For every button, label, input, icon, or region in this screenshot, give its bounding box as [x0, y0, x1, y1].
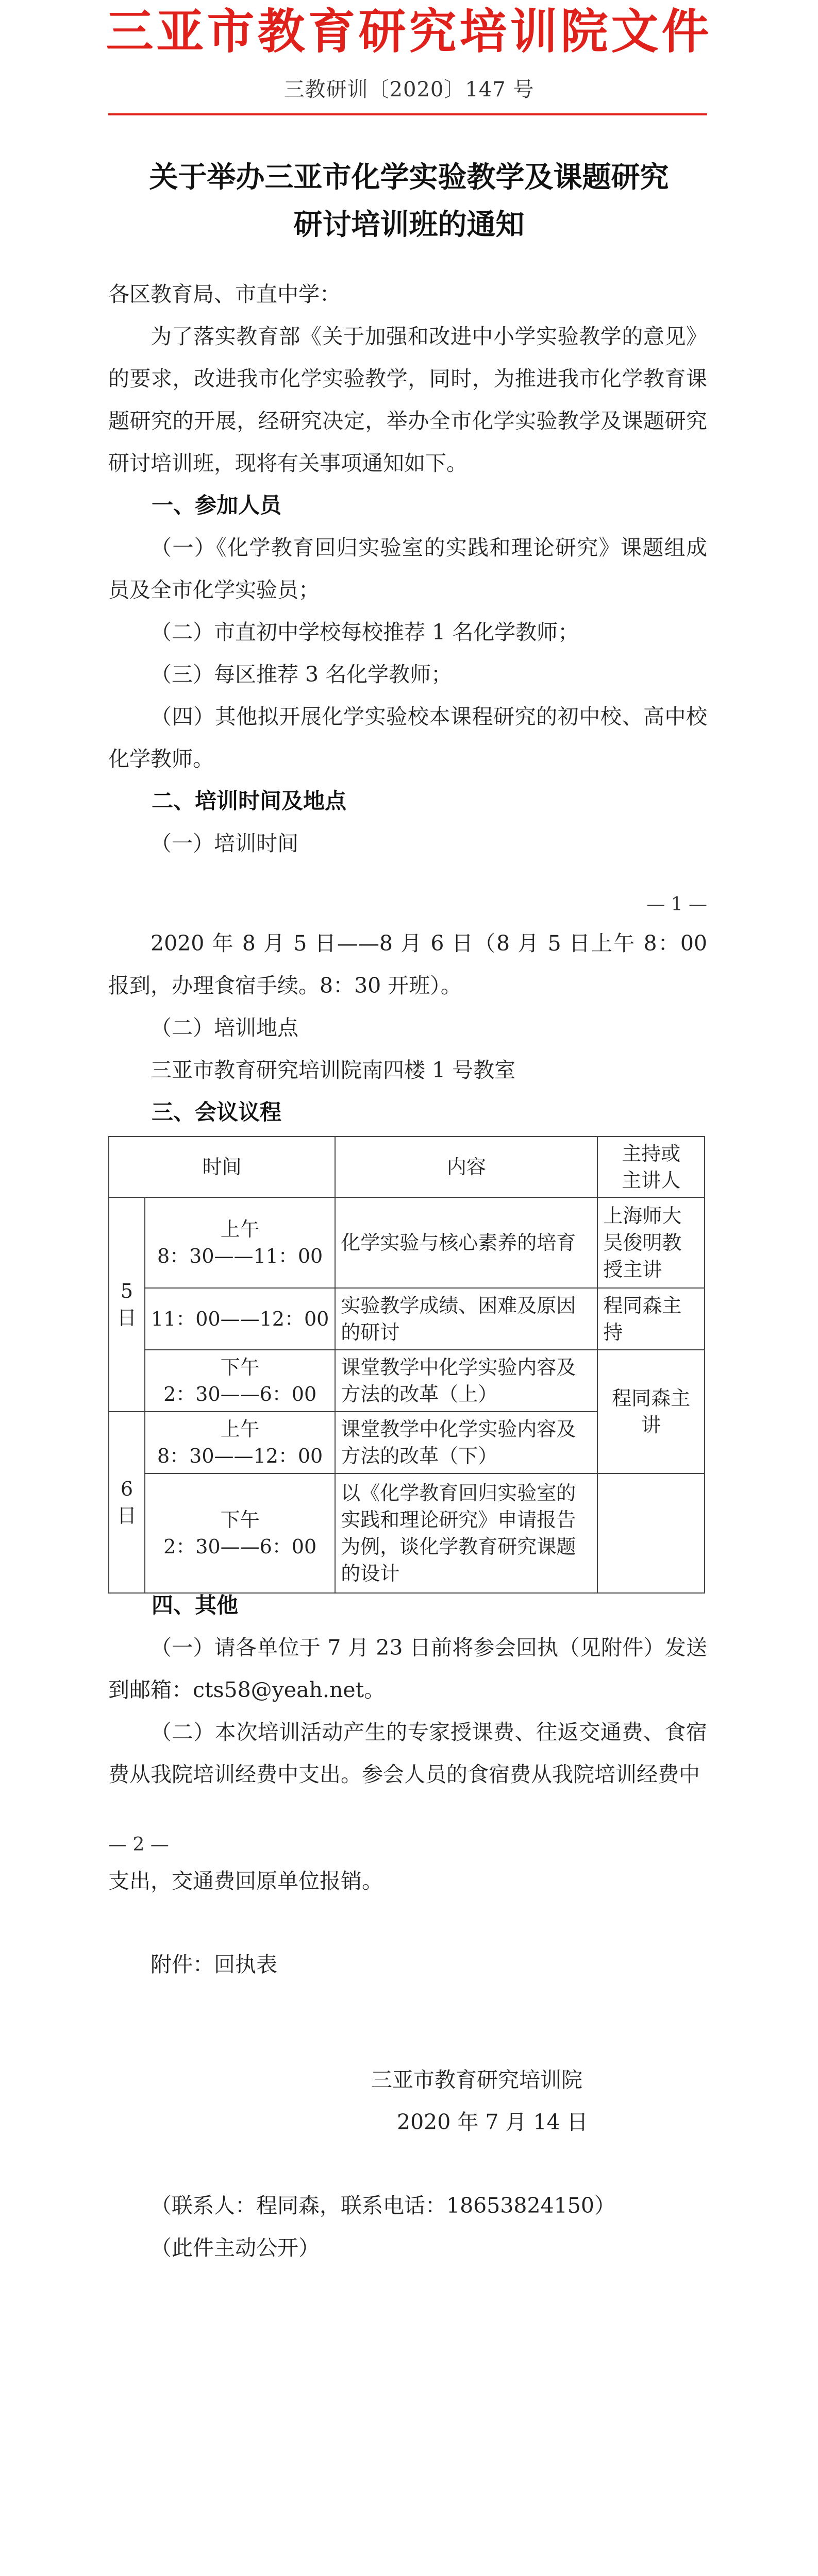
row-3-4-host: 程同森主讲 [597, 1350, 705, 1473]
signature-organization: 三亚市教育研究培训院 [371, 2067, 582, 2092]
row-1-time-range: 8：30——11：00 [157, 1245, 323, 1267]
notice-title-line-1: 关于举办三亚市化学实验教学及课题研究 [149, 160, 669, 194]
agenda-table [108, 1136, 705, 1594]
notice-title-line-2: 研讨培训班的通知 [293, 208, 525, 242]
section-2-heading: 二、培训时间及地点 [152, 788, 347, 814]
header-red-divider [108, 113, 707, 115]
public-note: （此件主动公开） [151, 2235, 320, 2260]
row-1-host: 上海师大吴俊明教授主讲 [597, 1197, 705, 1288]
row-5-host [597, 1473, 705, 1593]
row-4-time-range: 8：30——12：00 [157, 1445, 323, 1467]
training-time-text: 2020 年 8 月 5 日——8 月 6 日（8 月 5 日上午 8：00 报到，办理食宿手续。8：30 开班）。 [108, 931, 707, 998]
row-3-content: 课堂教学中化学实验内容及方法的改革（上） [335, 1350, 597, 1412]
header-host-line-1: 主持或 [622, 1142, 681, 1165]
other-item-1: （一）请各单位于 7 月 23 日前将参会回执（见附件）发送到邮箱：cts58@yeah.net。 [108, 1635, 707, 1702]
document-number: 三教研训〔2020〕147 号 [283, 78, 535, 101]
section-4-heading: 四、其他 [152, 1592, 239, 1618]
table-row [109, 1473, 705, 1593]
row-5-time [145, 1473, 335, 1593]
row-3-period: 下午 [220, 1356, 260, 1379]
header-content: 内容 [335, 1137, 597, 1197]
training-location-subheading: （二）培训地点 [151, 1015, 298, 1040]
page-number-1: — 1 — [646, 894, 707, 915]
participants-item-2: （二）市直初中学校每校推荐 1 名化学教师； [151, 620, 579, 645]
row-5-time-range: 2：30——6：00 [163, 1535, 317, 1558]
section-3-heading: 三、会议议程 [152, 1099, 282, 1125]
row-5-period: 下午 [220, 1509, 260, 1531]
training-location-text: 三亚市教育研究培训院南四楼 1 号教室 [151, 1058, 516, 1082]
day-6-cell: 6 日 [109, 1412, 145, 1593]
row-3-time [145, 1350, 335, 1412]
section-1-heading: 一、参加人员 [152, 493, 282, 518]
row-4-period: 上午 [220, 1418, 260, 1440]
table-row [109, 1197, 705, 1288]
header-host-line-2: 主讲人 [622, 1169, 681, 1192]
signature-date: 2020 年 7 月 14 日 [397, 2110, 588, 2134]
table-row [109, 1350, 705, 1412]
row-4-content: 课堂教学中化学实验内容及方法的改革（下） [335, 1412, 597, 1473]
row-1-time [145, 1197, 335, 1288]
participants-item-4: （四）其他拟开展化学实验校本课程研究的初中校、高中校化学教师。 [108, 704, 707, 771]
row-5-content: 以《化学教育回归实验室的实践和理论研究》申请报告为例，谈化学教育研究课题的设计 [335, 1473, 597, 1593]
row-1-period: 上午 [220, 1218, 260, 1241]
contact-info: （联系人：程同森，联系电话：18653824150） [151, 2193, 615, 2218]
row-4-time [145, 1412, 335, 1473]
participants-item-3: （三）每区推荐 3 名化学教师； [151, 662, 453, 687]
day-5-cell: 5 日 [109, 1197, 145, 1412]
header-host [597, 1137, 705, 1197]
continued-text: 支出，交通费回原单位报销。 [108, 1869, 383, 1893]
participants-item-1: （一）《化学教育回归实验室的实践和理论研究》课题组成员及全市化学实验员； [108, 535, 707, 602]
table-row [109, 1288, 705, 1350]
table-header-row [109, 1137, 705, 1197]
other-item-2: （二）本次培训活动产生的专家授课费、往返交通费、食宿费从我院培训经费中支出。参会人员的食宿费从我院培训经费中 [108, 1720, 707, 1787]
row-2-host: 程同森主持 [597, 1288, 705, 1350]
row-2-time: 11：00——12：00 [145, 1288, 335, 1350]
attachment-line: 附件：回执表 [151, 1952, 277, 1977]
row-1-content: 化学实验与核心素养的培育 [335, 1197, 597, 1288]
document-header-title: 三亚市教育研究培训院文件 [106, 4, 712, 59]
training-time-subheading: （一）培训时间 [151, 831, 298, 856]
row-3-time-range: 2：30——6：00 [163, 1383, 317, 1405]
header-time: 时间 [109, 1137, 335, 1197]
row-2-content: 实验教学成绩、困难及原因的研讨 [335, 1288, 597, 1350]
intro-paragraph: 为了落实教育部《关于加强和改进中小学实验教学的意见》的要求，改进我市化学实验教学，同时，为推进我市化学教育课题研究的开展，经研究决定，举办全市化学实验教学及课题研究研讨培训班，现将有关事项通知如下。 [108, 324, 707, 476]
page-number-2: — 2 — [108, 1834, 169, 1855]
salutation: 各区教育局、市直中学： [108, 282, 341, 307]
